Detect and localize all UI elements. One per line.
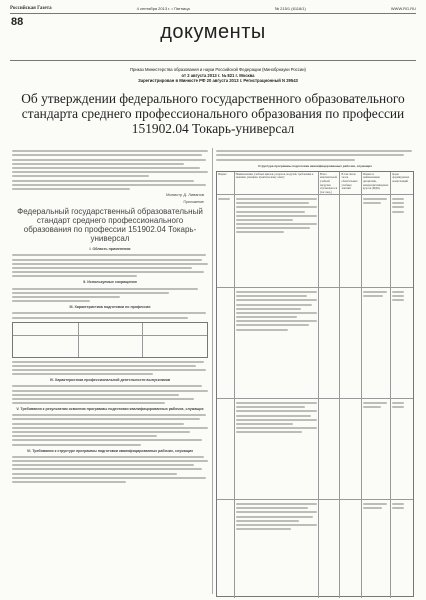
table-row (217, 399, 413, 500)
col-header-name: Наименование учебных циклов, разделов, модулей, требования к знаниям, умениям, практическому опыту (235, 172, 319, 194)
section-title: документы (160, 21, 266, 43)
table-header-row (217, 172, 413, 195)
section-heading-1: I. Область применения (89, 247, 131, 252)
col-header-competencies: Коды формируемых компетенций (392, 172, 410, 183)
col-header-disciplines: Индекс и наименование дисциплин, междисциплинарных курсов (МДК) (362, 172, 391, 194)
appendix-label: Приложение (183, 200, 204, 205)
col-header-total: Всего максимальной учебной нагрузки обучающегося (час./нед.) (319, 172, 341, 194)
date-line: 4 сентября 2013 г. • Пятница (136, 5, 190, 11)
header-rule (10, 13, 416, 14)
left-column (12, 148, 208, 594)
section-heading-2: II. Используемые сокращения (83, 280, 137, 285)
table-row (217, 500, 413, 598)
section-heading-5: V. Требования к результатам освоения программы подготовки квалифицированных рабочих, служащих (16, 407, 204, 412)
issue-number: № 215/1 (6118/1) (274, 5, 306, 11)
order-issuer: Приказ Министерства образования и науки Российской Федерации (Минобрнауки России) (130, 67, 306, 72)
standard-subtitle: Федеральный государственный образовательный стандарт среднего профессионального образования по профессии 151902.04 Токарь-универсал (17, 207, 203, 244)
order-block (120, 67, 316, 84)
website[interactable]: WWW.RG.RU (390, 5, 416, 11)
section-heading-6: VI. Требования к структуре программы подготовки квалифицированных рабочих, служащих (26, 448, 194, 453)
order-date: от 2 августа 2013 г. № 821 г. Москва (181, 72, 255, 78)
section-heading-4: IV. Характеристика профессиональной деятельности выпускников (49, 378, 171, 383)
right-column (216, 148, 414, 594)
minister-signature: Министр Д. Ливанов (166, 191, 204, 197)
order-registration: Зарегистрирован в Минюсте РФ 20 августа 2013 г. Регистрационный N 29543 (138, 78, 298, 84)
document-headline: Об утверждении федерального государственного образовательного стандарта среднего профессионального образования по профессии 151902.04 Токарь-универсал (21, 91, 405, 136)
newspaper-name: Российская Газета (10, 5, 52, 11)
section-heading-3: III. Характеристика подготовки по профессии (69, 305, 151, 310)
col-header-mandatory: В том числе часов обязательных учебных занятий (340, 172, 362, 194)
table-row (217, 288, 413, 399)
newspaper-header (10, 4, 416, 12)
table-row (217, 195, 413, 288)
col-header-index: Индекс (217, 172, 235, 194)
section-rule (10, 60, 416, 61)
structure-table (216, 171, 414, 597)
structure-table-title: Структура программы подготовки квалифицированных рабочих, служащих (258, 163, 372, 168)
column-divider (212, 148, 213, 594)
page-number: 88 (11, 16, 24, 28)
training-term-table (12, 322, 208, 358)
